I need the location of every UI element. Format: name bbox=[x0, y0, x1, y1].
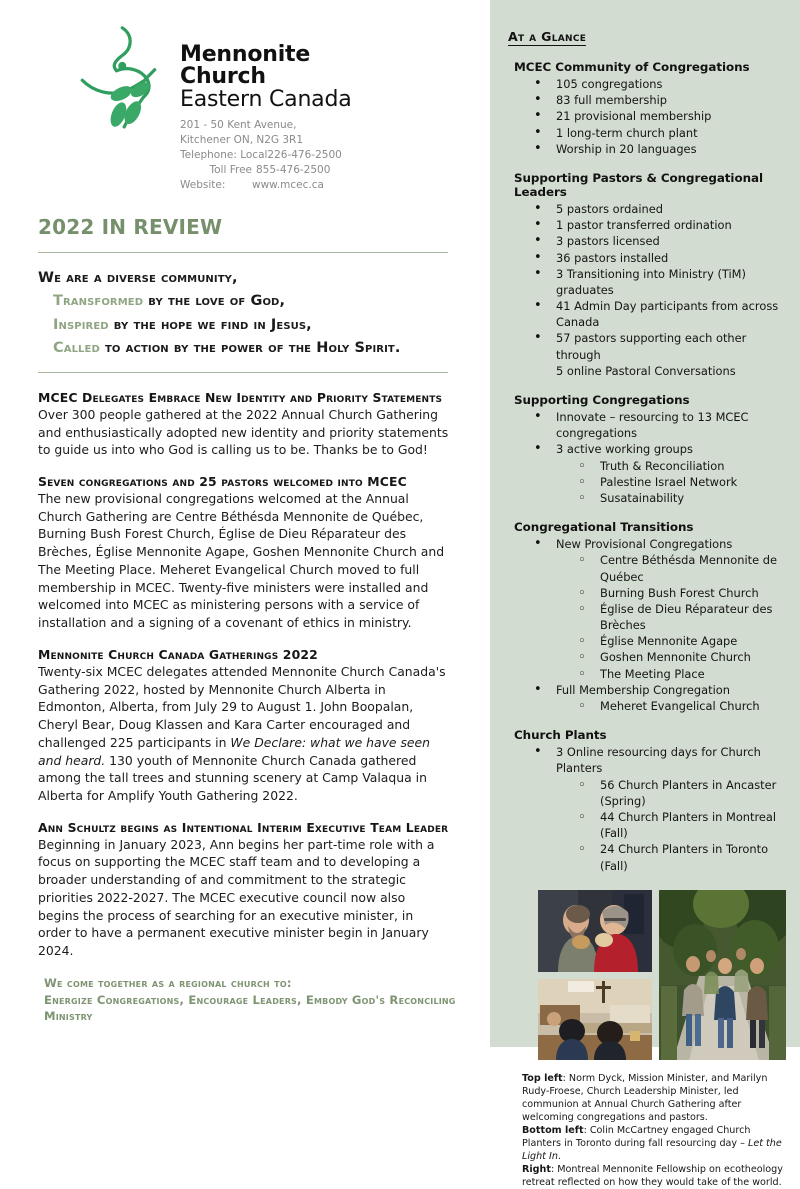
group-list bbox=[504, 536, 784, 714]
address-line-2: Kitchener ON, N2G 3R1 bbox=[180, 134, 304, 147]
sub-list-item: ◦ Église de Dieu Réparateur des Brèches bbox=[578, 601, 784, 633]
page-title: 2022 IN REVIEW bbox=[38, 214, 223, 239]
sub-list bbox=[556, 698, 784, 714]
sub-list bbox=[556, 458, 784, 507]
group-heading: Supporting Congregations bbox=[514, 393, 690, 407]
article bbox=[38, 474, 450, 632]
article-heading: MCEC Delegates Embrace New Identity and Priority Statements bbox=[38, 389, 443, 405]
list-item: • 36 pastors installed bbox=[534, 250, 784, 266]
church-planters-meeting-photo bbox=[538, 979, 652, 1060]
sub-list-item: ◦ 44 Church Planters in Montreal (Fall) bbox=[578, 809, 784, 841]
sub-list-item: ◦ Centre Béthésda Mennonite de Québec bbox=[578, 552, 784, 584]
phone-label: Telephone: Local bbox=[180, 149, 268, 162]
phone-value: 226-476-2500 bbox=[267, 149, 342, 162]
sidebar-group bbox=[504, 60, 784, 157]
sub-list-item: ◦ Burning Bush Forest Church bbox=[578, 585, 784, 601]
logo-line-3: Eastern Canada bbox=[180, 86, 352, 112]
mission-line-1: We are a diverse community, bbox=[38, 269, 238, 286]
list-item-wrap: 5 online Pastoral Conversations bbox=[556, 363, 736, 378]
sidebar-group bbox=[504, 171, 784, 379]
list-item: • Innovate – resourcing to 13 MCEC congregations bbox=[534, 409, 784, 441]
tagline-line-2: Energize Congregations, Encourage Leaders, Embody God's Reconciling Ministry bbox=[44, 992, 456, 1024]
footer-tagline bbox=[38, 975, 472, 1025]
group-heading: MCEC Community of Congregations bbox=[514, 60, 750, 74]
caption-right: Right: Montreal Mennonite Fellowship on ecotheology retreat reflected on how they would take of the world. bbox=[522, 1164, 783, 1189]
list-item: • Worship in 20 languages bbox=[534, 141, 784, 157]
articles-list bbox=[38, 390, 450, 960]
group-heading: Supporting Pastors & Congregational Leaders bbox=[514, 170, 763, 199]
article bbox=[38, 820, 450, 960]
sub-list-item: ◦ Goshen Mennonite Church bbox=[578, 649, 784, 665]
masthead bbox=[38, 22, 472, 193]
list-item: • 105 congregations bbox=[534, 76, 784, 92]
ecotheology-retreat-walk-photo bbox=[659, 890, 786, 1060]
list-item: • 3 pastors licensed bbox=[534, 233, 784, 249]
sub-list-item: ◦ Truth & Reconciliation bbox=[578, 458, 784, 474]
list-item: • 57 pastors supporting each other through 5 online Pastoral Conversations bbox=[534, 330, 784, 379]
list-item: • 83 full membership bbox=[534, 92, 784, 108]
group-list bbox=[504, 744, 784, 874]
group-list bbox=[504, 201, 784, 379]
sub-list-item: ◦ 56 Church Planters in Ancaster (Spring) bbox=[578, 777, 784, 809]
mission-statement bbox=[38, 267, 472, 361]
group-list bbox=[504, 76, 784, 157]
article-body: Beginning in January 2023, Ann begins her part-time role with a focus on supporting the MCEC staff team and to developing a broader understanding of and commitment to the strategic priorities 2022-2027. The MCEC executive council now also begins the process of searching for an executive minister, in order to have a permanent executive minister begin in January 2024. bbox=[38, 836, 435, 959]
mission-line-2: Transformed by the love of God, bbox=[53, 293, 286, 310]
article-heading: Ann Schultz begins as Intentional Interim Executive Team Leader bbox=[38, 819, 449, 835]
list-item: • New Provisional Congregations ◦ Centre Béthésda Mennonite de Québec ◦ Burning Bush Forest Church ◦ Église de Dieu Réparateur des Brèches ◦ Église Mennonite Agape ◦ Goshen Mennonite Church ◦ The Meeting Place bbox=[534, 536, 784, 682]
article-heading: Mennonite Church Canada Gatherings 2022 bbox=[38, 646, 318, 662]
mission-divider bbox=[38, 372, 448, 373]
contact-block bbox=[180, 118, 352, 193]
sub-list-item: ◦ Palestine Israel Network bbox=[578, 474, 784, 490]
list-item: • 3 Online resourcing days for Church Planters ◦ 56 Church Planters in Ancaster (Spring) ◦ 44 Church Planters in Montreal (Fall) ◦ 24 Church Planters in Toronto (Fall) bbox=[534, 744, 784, 874]
article-body: Twenty-six MCEC delegates attended Mennonite Church Canada's Gathering 2022, hosted by Mennonite Church Alberta in Edmonton, Alberta, from July 29 to August 1. John Boopalan, Cheryl Bear, Doug Klassen and Kara Carter encouraged and challenged 225 participants in We Declare: what we have seen and heard. 130 youth of Mennonite Church Canada gathered among the tall trees and stunning scenery at Camp Valaqua in Alberta for Amplify Youth Gathering 2022. bbox=[38, 663, 446, 803]
logo-line-2: Church bbox=[180, 64, 266, 90]
sub-list bbox=[556, 552, 784, 682]
sub-list-item: ◦ Susatainability bbox=[578, 490, 784, 506]
tagline-line-1: We come together as a regional church to: bbox=[44, 975, 292, 990]
dove-olive-branch-logo-icon bbox=[80, 24, 176, 146]
communion-photo bbox=[538, 890, 652, 972]
sub-list-item: ◦ The Meeting Place bbox=[578, 666, 784, 682]
address-line-1: 201 - 50 Kent Avenue, bbox=[180, 119, 297, 132]
list-item: • 1 long-term church plant bbox=[534, 125, 784, 141]
sub-list-item: ◦ 24 Church Planters in Toronto (Fall) bbox=[578, 841, 784, 873]
logo-line-1: Mennonite bbox=[180, 42, 311, 67]
caption-bottom-left: Bottom left: Colin McCartney engaged Church Planters in Toronto during fall resourcing day – Let the Light In. bbox=[522, 1124, 782, 1162]
website-value[interactable]: www.mcec.ca bbox=[252, 178, 324, 191]
group-heading: Congregational Transitions bbox=[514, 520, 694, 535]
sidebar-group bbox=[504, 393, 784, 506]
group-heading: Church Plants bbox=[514, 728, 607, 743]
list-item: • 3 Transitioning into Ministry (TiM) graduates bbox=[534, 266, 784, 298]
list-item-wrap: congregations bbox=[556, 426, 638, 441]
website-label: Website: bbox=[180, 178, 226, 191]
sidebar-title: At a Glance bbox=[508, 29, 587, 44]
sub-list bbox=[556, 777, 784, 874]
list-item: • 21 provisional membership bbox=[534, 108, 784, 124]
article-body: Over 300 people gathered at the 2022 Annual Church Gathering and enthusiastically adopted new identity and priority statements to guide us into who God is calling us to be. Thanks be to God! bbox=[38, 406, 449, 458]
article bbox=[38, 390, 450, 459]
at-a-glance-sidebar bbox=[490, 0, 800, 1189]
tollfree-label: Toll Free bbox=[209, 164, 252, 177]
photo-collage bbox=[538, 890, 786, 1060]
article-body: The new provisional congregations welcomed at the Annual Church Gathering are Centre Béthésda Mennonite de Québec, Burning Bush Forest Church, Église de Dieu Réparateur des Brèches, Église Mennonite Agape, Goshen Mennonite Church and The Meeting Place. Meheret Evangelical Church moved to full membership in MCEC. Twenty-five ministers were installed and welcomed into MCEC as ministering persons with a service of installation and a signing of a covenant of ethics in ministry. bbox=[38, 490, 445, 631]
sidebar-group bbox=[504, 728, 784, 874]
list-item: • 5 pastors ordained bbox=[534, 201, 784, 217]
list-item: • Full Membership Congregation ◦ Meheret Evangelical Church bbox=[534, 682, 784, 714]
photo-captions bbox=[522, 1072, 790, 1189]
list-item: • 1 pastor transferred ordination bbox=[534, 217, 784, 233]
sub-list-item: ◦ Meheret Evangelical Church bbox=[578, 698, 784, 714]
mission-line-4: Called to action by the power of the Holy Spirit. bbox=[53, 340, 401, 357]
list-item: • 3 active working groups ◦ Truth & Reconciliation ◦ Palestine Israel Network ◦ Susatainability bbox=[534, 441, 784, 506]
article bbox=[38, 647, 450, 805]
logo-wordmark bbox=[180, 22, 352, 193]
caption-top-left: Top left: Norm Dyck, Mission Minister, and Marilyn Rudy-Froese, Church Leadership Minister, led communion at Annual Church Gathering after welcoming congregations and pastors. bbox=[522, 1072, 768, 1123]
tollfree-row bbox=[180, 163, 352, 178]
website-row bbox=[180, 178, 352, 193]
list-item: • 41 Admin Day participants from across Canada bbox=[534, 298, 784, 330]
sidebar-group bbox=[504, 520, 784, 714]
tollfree-value: 855-476-2500 bbox=[256, 164, 331, 177]
group-list bbox=[504, 409, 784, 506]
mission-line-3: Inspired by the hope we find in Jesus, bbox=[53, 316, 312, 333]
phone-row bbox=[180, 148, 352, 163]
sub-list-item: ◦ Église Mennonite Agape bbox=[578, 633, 784, 649]
collage-left-column bbox=[538, 890, 652, 1060]
article-heading: Seven congregations and 25 pastors welcomed into MCEC bbox=[38, 473, 407, 489]
title-divider bbox=[38, 252, 448, 253]
